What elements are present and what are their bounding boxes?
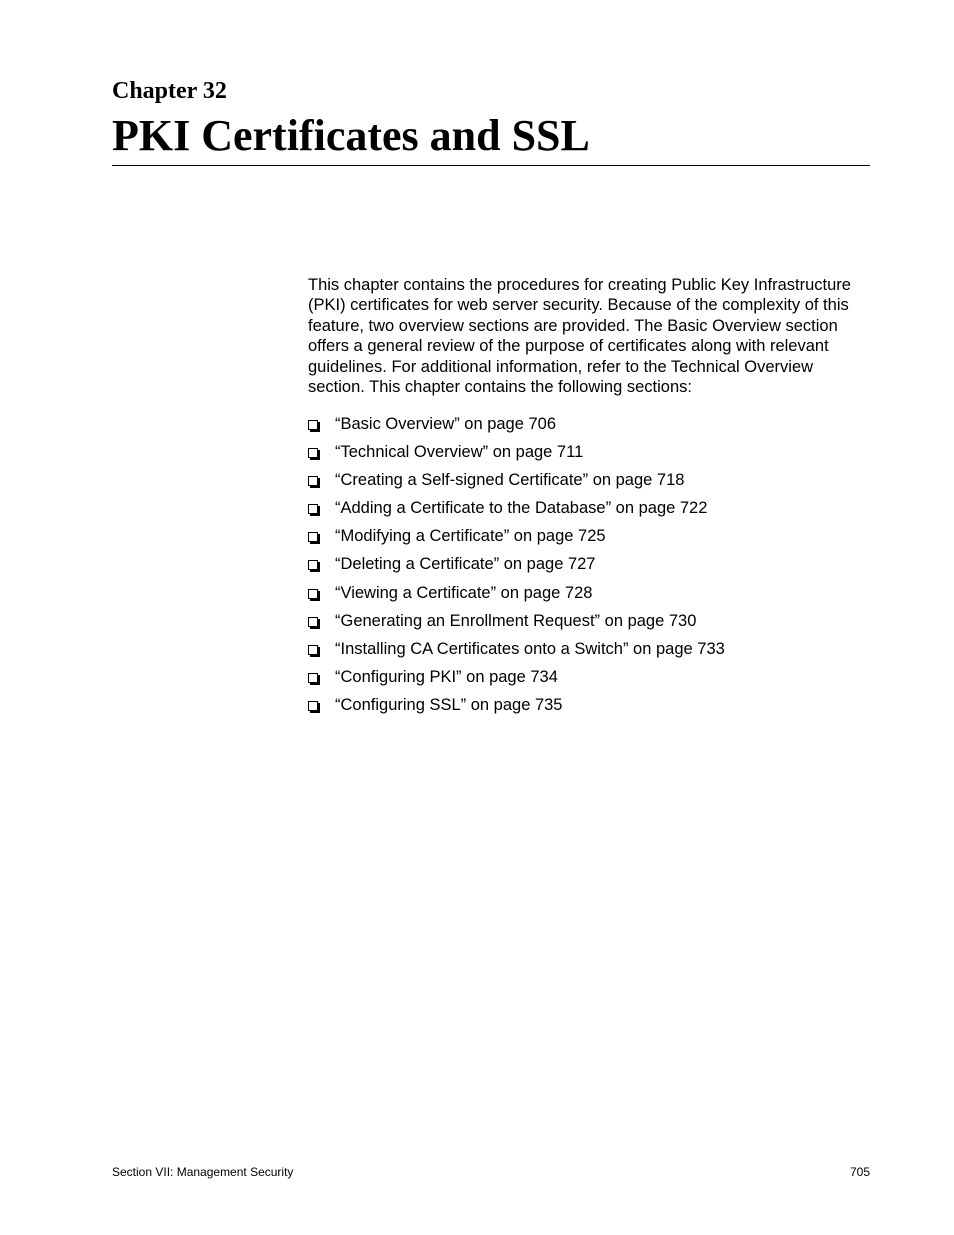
section-link[interactable]: “Deleting a Certificate” on page 727 [335, 555, 596, 574]
list-item [308, 553, 725, 581]
section-link[interactable]: “Installing CA Certificates onto a Switch” on page 733 [335, 639, 725, 658]
section-link[interactable]: “Basic Overview” on page 706 [335, 415, 557, 433]
section-link[interactable]: “Configuring SSL” on page 735 [335, 695, 563, 714]
list-item [308, 497, 725, 525]
section-link[interactable]: “Creating a Self-signed Certificate” on page 718 [335, 471, 685, 490]
checkbox-bullet-icon [308, 701, 318, 711]
checkbox-bullet-icon [308, 532, 318, 542]
list-item [308, 469, 725, 497]
checkbox-bullet-icon [308, 645, 318, 655]
list-item [308, 694, 725, 722]
section-link[interactable]: “Modifying a Certificate” on page 725 [335, 527, 606, 546]
checkbox-bullet-icon [308, 560, 318, 570]
page-title: PKI Certificates and SSL [112, 111, 590, 160]
footer-section-name: Section VII: Management Security [112, 1165, 294, 1179]
checkbox-bullet-icon [308, 589, 318, 599]
checkbox-bullet-icon [308, 476, 318, 486]
footer-page-number: 705 [849, 1165, 870, 1179]
section-link[interactable]: “Adding a Certificate to the Database” on page 722 [335, 499, 708, 518]
intro-paragraph: This chapter contains the procedures for creating Public Key Infrastructure (PKI) certificates for web server security. Because of the complexity of this feature, two overview sections are provided. The Basic Overview section offers a general review of the purpose of certificates along with relevant guidelines. For additional information, refer to the Technical Overview section. This chapter contains the following sections: [308, 276, 851, 397]
list-item [308, 582, 725, 610]
section-list [308, 413, 725, 722]
checkbox-bullet-icon [308, 504, 318, 514]
section-link[interactable]: “Technical Overview” on page 711 [335, 443, 584, 462]
checkbox-bullet-icon [308, 420, 318, 430]
section-link[interactable]: “Viewing a Certificate” on page 728 [335, 583, 593, 602]
title-divider [112, 165, 870, 166]
section-link[interactable]: “Generating an Enrollment Request” on page 730 [335, 611, 697, 630]
chapter-label: Chapter 32 [112, 78, 227, 104]
checkbox-bullet-icon [308, 448, 318, 458]
list-item [308, 525, 725, 553]
list-item [308, 666, 725, 694]
checkbox-bullet-icon [308, 673, 318, 683]
list-item [308, 610, 725, 638]
section-link[interactable]: “Configuring PKI” on page 734 [335, 667, 558, 686]
checkbox-bullet-icon [308, 617, 318, 627]
list-item [308, 413, 725, 441]
list-item [308, 441, 725, 469]
list-item [308, 638, 725, 666]
